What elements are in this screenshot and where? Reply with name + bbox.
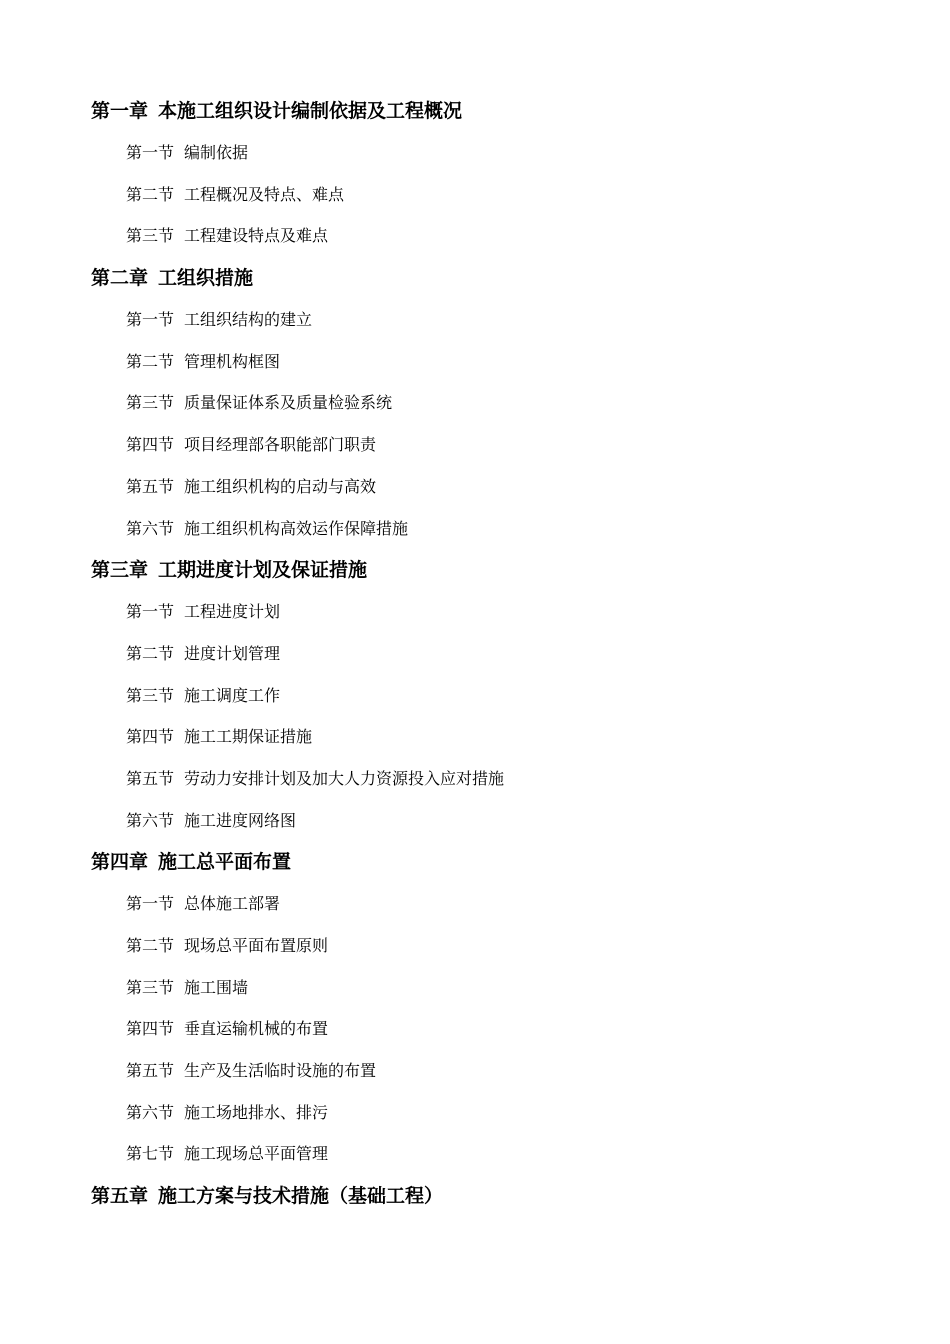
chapter-number: 第三章 [91,559,149,582]
section-number: 第四节 [126,1019,175,1039]
section-number: 第五节 [126,768,175,788]
section-number: 第三节 [126,226,175,246]
section-title: 工程概况及特点、难点 [184,184,345,204]
section-title: 管理机构框图 [184,351,281,371]
chapter-number: 第五章 [91,1185,149,1208]
section-number: 第六节 [126,518,175,538]
section-number: 第一节 [126,894,175,914]
section-entry [0,883,950,925]
section-number: 第二节 [126,184,175,204]
section-title: 施工组织机构的启动与高效 [184,476,377,496]
section-entry [0,299,950,341]
chapter-title: 本施工组织设计编制依据及工程概况 [158,100,463,122]
section-number: 第五节 [126,476,175,496]
section-number: 第一节 [126,310,175,330]
section-entry [0,591,950,633]
chapter-heading [0,1175,950,1217]
section-number: 第七节 [126,1144,175,1164]
section-title: 编制依据 [184,143,249,162]
chapter-title: 工组织措施 [158,267,254,290]
section-title: 生产及生活临时设施的布置 [184,1061,377,1081]
section-title: 施工工期保证措施 [184,727,313,747]
section-number: 第四节 [126,727,175,747]
section-title: 垂直运输机械的布置 [184,1019,329,1039]
section-number: 第三节 [126,393,175,413]
table-of-contents [0,90,950,1217]
section-entry [0,967,950,1009]
chapter-heading [0,549,950,591]
section-entry [0,174,950,216]
section-number: 第三节 [126,977,175,997]
chapter-heading [0,841,950,883]
section-entry [0,675,950,717]
chapter-number: 第二章 [91,267,149,290]
section-title: 施工围墙 [184,977,249,997]
section-title: 劳动力安排计划及加大人力资源投入应对措施 [184,768,505,788]
section-entry [0,633,950,675]
section-title: 施工进度网络图 [184,810,297,830]
section-entry [0,716,950,758]
section-title: 项目经理部各职能部门职责 [184,435,377,455]
section-number: 第二节 [126,351,175,371]
section-entry [0,1133,950,1175]
section-title: 现场总平面布置原则 [184,936,329,955]
chapter-title: 施工总平面布置 [158,851,292,874]
section-title: 进度计划管理 [184,643,281,663]
section-number: 第一节 [126,143,175,162]
section-number: 第一节 [126,602,175,622]
section-title: 工程进度计划 [184,602,281,622]
section-number: 第六节 [126,810,175,830]
chapter-number: 第四章 [91,851,149,874]
section-entry [0,508,950,550]
chapter-number: 第一章 [91,100,149,122]
section-entry [0,132,950,174]
section-title: 工程建设特点及难点 [184,226,329,246]
chapter-heading [0,90,950,132]
chapter-heading [0,257,950,299]
section-number: 第五节 [126,1061,175,1081]
section-title: 施工现场总平面管理 [184,1144,329,1164]
section-entry [0,925,950,967]
section-entry [0,382,950,424]
section-title: 施工场地排水、排污 [184,1102,329,1122]
section-title: 总体施工部署 [184,894,281,914]
section-entry [0,758,950,800]
chapter-title: 施工方案与技术措施（基础工程） [158,1185,444,1208]
section-entry [0,1092,950,1134]
section-title: 工组织结构的建立 [184,310,313,330]
section-entry [0,1008,950,1050]
section-number: 第二节 [126,936,175,955]
section-entry [0,424,950,466]
section-entry [0,1050,950,1092]
section-title: 质量保证体系及质量检验系统 [184,393,393,413]
section-title: 施工组织机构高效运作保障措施 [184,518,409,538]
section-number: 第二节 [126,643,175,663]
section-entry [0,800,950,842]
section-entry [0,341,950,383]
section-number: 第三节 [126,685,175,705]
section-number: 第六节 [126,1102,175,1122]
section-title: 施工调度工作 [184,685,281,705]
section-number: 第四节 [126,435,175,455]
section-entry [0,466,950,508]
section-entry [0,215,950,257]
chapter-title: 工期进度计划及保证措施 [158,559,368,582]
